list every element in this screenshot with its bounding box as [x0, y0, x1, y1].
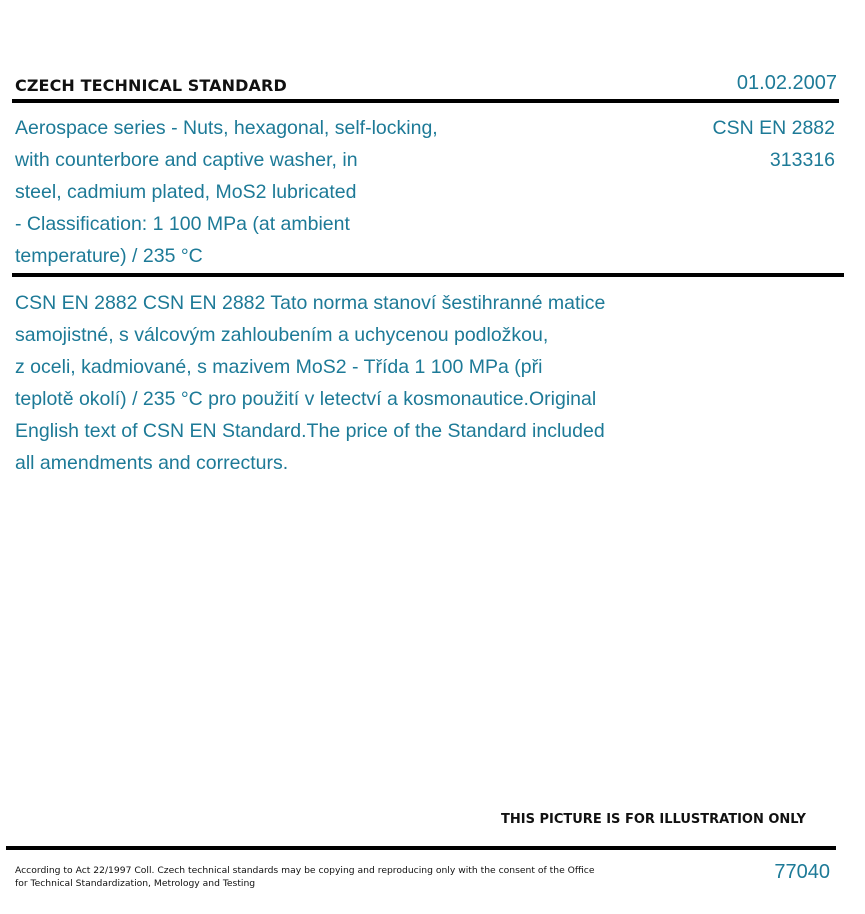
catalog-id: 313316	[769, 149, 835, 171]
publication-date: 01.02.2007	[736, 72, 837, 94]
document-type-label: CZECH TECHNICAL STANDARD	[15, 76, 287, 95]
title-divider	[12, 273, 844, 277]
footer-divider	[6, 846, 836, 850]
standard-description: CSN EN 2882 CSN EN 2882 Tato norma stanoví šestihranné matice samojistné, s válcovým zahloubením a uchycenou podložkou, z oceli, kadmiované, s mazivem MoS2 - Třída 1 100 MPa (při teplotě okolí) / 235 °C pro použití v letectví a kosmonautice.Original English text of CSN EN Standard.The price of the Standard included all amendments and correcturs.	[15, 292, 606, 474]
standard-title: Aerospace series - Nuts, hexagonal, self-locking, with counterbore and captive washer, in steel, cadmium plated, MoS2 lubricated - Classification: 1 100 MPa (at ambient temperature) / 235 °C	[15, 117, 438, 267]
standard-identifiers	[713, 112, 835, 176]
standard-number: CSN EN 2882	[712, 117, 835, 139]
header-divider	[12, 99, 839, 103]
legal-notice: According to Act 22/1997 Coll. Czech technical standards may be copying and reproducing only with the consent of the Office for Technical Standardization, Metrology and Testing	[15, 865, 595, 889]
classification-code: 77040	[774, 861, 830, 883]
illustration-note: THIS PICTURE IS FOR ILLUSTRATION ONLY	[501, 812, 806, 827]
